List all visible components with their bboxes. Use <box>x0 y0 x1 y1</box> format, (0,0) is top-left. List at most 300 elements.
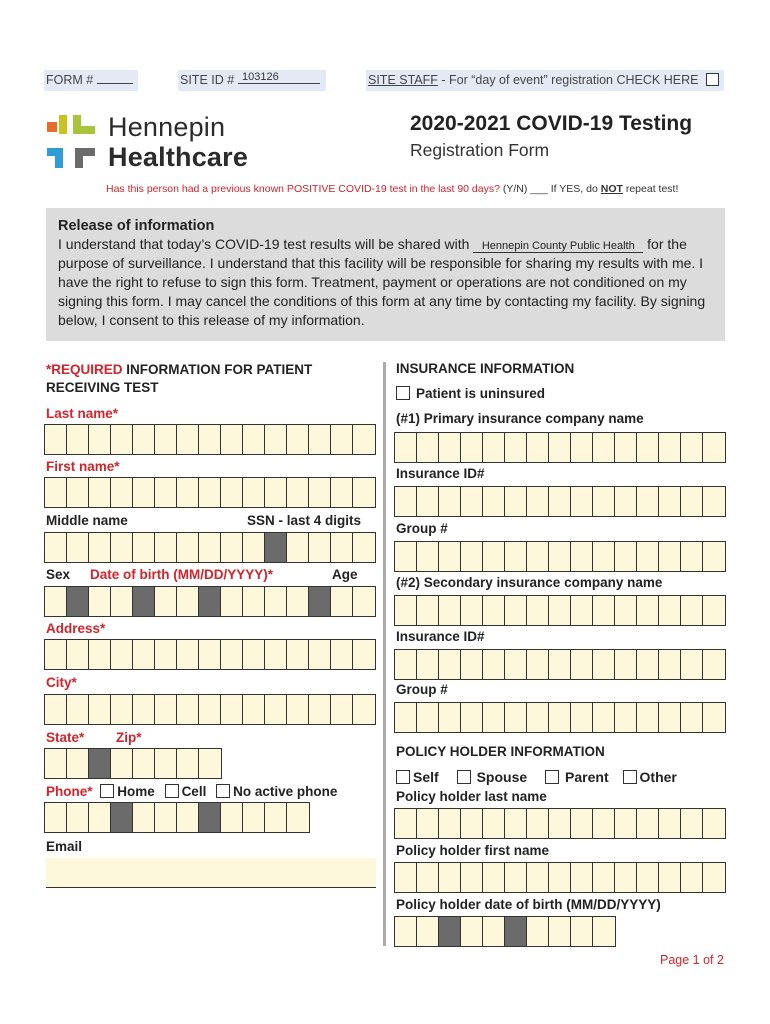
character-cell[interactable] <box>89 803 111 832</box>
character-cell[interactable] <box>395 809 417 838</box>
character-cell[interactable] <box>637 596 659 625</box>
character-cell[interactable] <box>703 703 725 732</box>
logo-text-hennepin: Hennepin <box>108 112 226 142</box>
city-boxes[interactable] <box>44 694 376 725</box>
character-cell[interactable] <box>45 587 67 616</box>
character-cell[interactable] <box>549 863 571 892</box>
character-cell[interactable] <box>45 425 67 454</box>
character-cell[interactable] <box>593 433 615 462</box>
character-cell[interactable] <box>287 533 309 562</box>
character-cell[interactable] <box>615 596 637 625</box>
character-cell[interactable] <box>483 703 505 732</box>
character-cell[interactable] <box>527 917 549 946</box>
character-cell[interactable] <box>243 587 265 616</box>
character-cell[interactable] <box>395 596 417 625</box>
character-cell[interactable] <box>703 487 725 516</box>
character-cell[interactable] <box>243 425 265 454</box>
character-cell[interactable] <box>353 640 375 669</box>
character-cell[interactable] <box>287 478 309 507</box>
character-cell[interactable] <box>637 487 659 516</box>
character-cell[interactable] <box>155 533 177 562</box>
last-name-boxes[interactable] <box>44 424 376 455</box>
character-cell[interactable] <box>111 695 133 724</box>
character-cell[interactable] <box>199 425 221 454</box>
character-cell[interactable] <box>461 596 483 625</box>
form-title: 2020-2021 COVID-19 Testing <box>410 112 693 135</box>
character-cell[interactable] <box>199 478 221 507</box>
character-cell[interactable] <box>221 640 243 669</box>
character-cell[interactable] <box>681 596 703 625</box>
character-cell[interactable] <box>527 433 549 462</box>
character-cell[interactable] <box>571 809 593 838</box>
character-cell[interactable] <box>395 433 417 462</box>
character-cell[interactable] <box>221 533 243 562</box>
character-cell[interactable] <box>461 433 483 462</box>
character-cell[interactable] <box>155 640 177 669</box>
character-cell[interactable] <box>265 478 287 507</box>
character-cell[interactable] <box>505 542 527 571</box>
character-cell[interactable] <box>527 703 549 732</box>
other-checkbox[interactable] <box>623 770 637 784</box>
character-cell[interactable] <box>331 478 353 507</box>
character-cell[interactable] <box>439 542 461 571</box>
character-cell[interactable] <box>417 596 439 625</box>
character-cell[interactable] <box>67 640 89 669</box>
character-cell[interactable] <box>527 650 549 679</box>
character-cell[interactable] <box>703 542 725 571</box>
policy-holder-last-name-boxes[interactable] <box>394 808 726 839</box>
character-cell[interactable] <box>615 542 637 571</box>
separator-cell <box>89 749 111 778</box>
character-cell[interactable] <box>527 809 549 838</box>
phone-home-checkbox[interactable] <box>100 784 114 798</box>
character-cell[interactable] <box>287 695 309 724</box>
phone-cell-label: Cell <box>181 784 207 799</box>
day-of-event-checkbox[interactable] <box>706 73 719 86</box>
character-cell[interactable] <box>681 703 703 732</box>
character-cell[interactable] <box>133 533 155 562</box>
character-cell[interactable] <box>461 917 483 946</box>
character-cell[interactable] <box>681 433 703 462</box>
character-cell[interactable] <box>395 650 417 679</box>
phone-home-label: Home <box>117 784 155 799</box>
character-cell[interactable] <box>155 803 177 832</box>
character-cell[interactable] <box>659 703 681 732</box>
character-cell[interactable] <box>461 863 483 892</box>
character-cell[interactable] <box>659 809 681 838</box>
character-cell[interactable] <box>133 425 155 454</box>
character-cell[interactable] <box>417 433 439 462</box>
character-cell[interactable] <box>395 703 417 732</box>
uninsured-label: Patient is uninsured <box>416 386 546 401</box>
character-cell[interactable] <box>111 640 133 669</box>
character-cell[interactable] <box>309 533 331 562</box>
character-cell[interactable] <box>199 749 221 778</box>
character-cell[interactable] <box>439 487 461 516</box>
release-heading: Release of information <box>58 218 215 234</box>
character-cell[interactable] <box>309 695 331 724</box>
character-cell[interactable] <box>439 433 461 462</box>
character-cell[interactable] <box>659 542 681 571</box>
character-cell[interactable] <box>287 803 309 832</box>
character-cell[interactable] <box>659 596 681 625</box>
other-label: Other <box>639 769 677 785</box>
release-of-information <box>46 208 725 341</box>
uninsured-checkbox[interactable] <box>396 386 410 400</box>
character-cell[interactable] <box>177 425 199 454</box>
insurance-heading: INSURANCE INFORMATION <box>396 361 575 376</box>
phone-cell-checkbox[interactable] <box>165 784 179 798</box>
site-id-field[interactable]: SITE ID # <box>178 70 326 91</box>
character-cell[interactable] <box>243 695 265 724</box>
phone-row <box>46 784 337 799</box>
character-cell[interactable] <box>89 587 111 616</box>
character-cell[interactable] <box>593 863 615 892</box>
phone-boxes[interactable] <box>44 802 310 833</box>
character-cell[interactable] <box>67 803 89 832</box>
character-cell[interactable] <box>417 863 439 892</box>
character-cell[interactable] <box>571 703 593 732</box>
character-cell[interactable] <box>177 533 199 562</box>
character-cell[interactable] <box>659 650 681 679</box>
character-cell[interactable] <box>353 425 375 454</box>
parent-checkbox[interactable] <box>545 770 559 784</box>
character-cell[interactable] <box>395 863 417 892</box>
character-cell[interactable] <box>133 640 155 669</box>
character-cell[interactable] <box>199 695 221 724</box>
group-1-boxes[interactable] <box>394 541 726 572</box>
character-cell[interactable] <box>177 803 199 832</box>
character-cell[interactable] <box>549 809 571 838</box>
character-cell[interactable] <box>111 425 133 454</box>
character-cell[interactable] <box>703 596 725 625</box>
separator-cell <box>199 803 221 832</box>
character-cell[interactable] <box>155 425 177 454</box>
character-cell[interactable] <box>177 640 199 669</box>
character-cell[interactable] <box>265 587 287 616</box>
character-cell[interactable] <box>111 533 133 562</box>
character-cell[interactable] <box>571 863 593 892</box>
character-cell[interactable] <box>353 695 375 724</box>
character-cell[interactable] <box>703 433 725 462</box>
character-cell[interactable] <box>461 650 483 679</box>
character-cell[interactable] <box>331 425 353 454</box>
character-cell[interactable] <box>637 809 659 838</box>
character-cell[interactable] <box>615 703 637 732</box>
shared-with-field[interactable]: Hennepin County Public Health <box>473 240 643 253</box>
character-cell[interactable] <box>527 863 549 892</box>
email-label: Email <box>46 839 83 854</box>
insurance-id-2-label: Insurance ID# <box>396 629 485 644</box>
character-cell[interactable] <box>133 803 155 832</box>
character-cell[interactable] <box>45 533 67 562</box>
character-cell[interactable] <box>681 542 703 571</box>
character-cell[interactable] <box>527 487 549 516</box>
age-label: Age <box>332 567 358 582</box>
character-cell[interactable] <box>89 640 111 669</box>
release-text: I understand that today’s COVID-19 test results will be shared with Hennepin County Public Health for the purpose of surveillance. I understand that this facility will be responsible for sharing my results with me. I have the right to refuse to sign this form. Treatment, payment or operations are not conditioned on my signing this form. I may cancel the conditions of this form at any time by contacting my facility. By signing below, I consent to this release of my information. <box>58 236 706 328</box>
character-cell[interactable] <box>243 478 265 507</box>
policy-holder-first-name-label: Policy holder first name <box>396 843 550 858</box>
character-cell[interactable] <box>67 478 89 507</box>
character-cell[interactable] <box>221 478 243 507</box>
character-cell[interactable] <box>681 650 703 679</box>
separator-cell <box>265 533 287 562</box>
spouse-checkbox[interactable] <box>457 770 471 784</box>
character-cell[interactable] <box>89 695 111 724</box>
secondary-insurance-boxes[interactable] <box>394 595 726 626</box>
character-cell[interactable] <box>549 433 571 462</box>
character-cell[interactable] <box>703 809 725 838</box>
primary-insurance-boxes[interactable] <box>394 432 726 463</box>
ssn-label: SSN - last 4 digits <box>247 513 362 528</box>
character-cell[interactable] <box>89 425 111 454</box>
character-cell[interactable] <box>309 478 331 507</box>
character-cell[interactable] <box>67 695 89 724</box>
character-cell[interactable] <box>461 809 483 838</box>
character-cell[interactable] <box>571 650 593 679</box>
character-cell[interactable] <box>549 487 571 516</box>
character-cell[interactable] <box>703 863 725 892</box>
character-cell[interactable] <box>221 587 243 616</box>
character-cell[interactable] <box>571 433 593 462</box>
character-cell[interactable] <box>483 433 505 462</box>
separator-cell <box>67 587 89 616</box>
state-zip-boxes[interactable] <box>44 748 222 779</box>
group-2-boxes[interactable] <box>394 702 726 733</box>
character-cell[interactable] <box>505 703 527 732</box>
character-cell[interactable] <box>265 640 287 669</box>
phone-label: Phone* <box>46 784 93 799</box>
character-cell[interactable] <box>681 863 703 892</box>
policy-holder-heading: POLICY HOLDER INFORMATION <box>396 744 605 759</box>
character-cell[interactable] <box>549 650 571 679</box>
zip-label: Zip* <box>116 730 142 745</box>
parent-label: Parent <box>565 769 609 785</box>
primary-insurance-label: (#1) Primary insurance company name <box>396 411 644 426</box>
character-cell[interactable] <box>439 596 461 625</box>
character-cell[interactable] <box>571 542 593 571</box>
no-active-phone-label: No active phone <box>233 784 338 799</box>
character-cell[interactable] <box>461 487 483 516</box>
character-cell[interactable] <box>155 478 177 507</box>
character-cell[interactable] <box>417 809 439 838</box>
character-cell[interactable] <box>439 863 461 892</box>
form-number-field[interactable]: FORM # <box>44 70 138 91</box>
character-cell[interactable] <box>593 650 615 679</box>
character-cell[interactable] <box>353 533 375 562</box>
character-cell[interactable] <box>155 749 177 778</box>
character-cell[interactable] <box>265 425 287 454</box>
self-checkbox[interactable] <box>396 770 410 784</box>
city-label: City* <box>46 675 77 690</box>
character-cell[interactable] <box>221 695 243 724</box>
character-cell[interactable] <box>331 640 353 669</box>
character-cell[interactable] <box>111 749 133 778</box>
character-cell[interactable] <box>659 433 681 462</box>
first-name-boxes[interactable] <box>44 477 376 508</box>
character-cell[interactable] <box>659 863 681 892</box>
character-cell[interactable] <box>353 587 375 616</box>
character-cell[interactable] <box>45 640 67 669</box>
character-cell[interactable] <box>395 487 417 516</box>
character-cell[interactable] <box>703 650 725 679</box>
sex-dob-age-boxes[interactable] <box>44 586 376 617</box>
character-cell[interactable] <box>243 533 265 562</box>
character-cell[interactable] <box>505 809 527 838</box>
character-cell[interactable] <box>331 587 353 616</box>
character-cell[interactable] <box>155 695 177 724</box>
page-number: Page 1 of 2 <box>660 953 724 967</box>
middle-ssn-boxes[interactable] <box>44 532 376 563</box>
character-cell[interactable] <box>659 487 681 516</box>
character-cell[interactable] <box>505 863 527 892</box>
character-cell[interactable] <box>549 703 571 732</box>
logo-text-healthcare: Healthcare <box>108 142 249 172</box>
character-cell[interactable] <box>133 695 155 724</box>
character-cell[interactable] <box>571 917 593 946</box>
policy-holder-first-name-boxes[interactable] <box>394 862 726 893</box>
character-cell[interactable] <box>395 542 417 571</box>
spouse-label: Spouse <box>476 769 528 785</box>
character-cell[interactable] <box>111 587 133 616</box>
character-cell[interactable] <box>243 803 265 832</box>
character-cell[interactable] <box>505 596 527 625</box>
character-cell[interactable] <box>287 640 309 669</box>
sex-label: Sex <box>46 567 71 582</box>
character-cell[interactable] <box>593 487 615 516</box>
character-cell[interactable] <box>483 487 505 516</box>
character-cell[interactable] <box>331 695 353 724</box>
character-cell[interactable] <box>461 703 483 732</box>
character-cell[interactable] <box>615 433 637 462</box>
character-cell[interactable] <box>571 596 593 625</box>
character-cell[interactable] <box>89 533 111 562</box>
character-cell[interactable] <box>439 650 461 679</box>
policy-holder-dob-boxes[interactable] <box>394 916 616 947</box>
character-cell[interactable] <box>265 803 287 832</box>
character-cell[interactable] <box>483 917 505 946</box>
character-cell[interactable] <box>45 749 67 778</box>
last-name-label: Last name* <box>46 406 119 421</box>
character-cell[interactable] <box>483 596 505 625</box>
character-cell[interactable] <box>155 587 177 616</box>
character-cell[interactable] <box>133 749 155 778</box>
character-cell[interactable] <box>439 809 461 838</box>
character-cell[interactable] <box>287 587 309 616</box>
policy-holder-options <box>396 769 677 785</box>
character-cell[interactable] <box>309 425 331 454</box>
character-cell[interactable] <box>615 809 637 838</box>
character-cell[interactable] <box>637 433 659 462</box>
character-cell[interactable] <box>309 640 331 669</box>
character-cell[interactable] <box>417 703 439 732</box>
character-cell[interactable] <box>395 917 417 946</box>
separator-cell <box>199 587 221 616</box>
character-cell[interactable] <box>111 478 133 507</box>
insurance-id-1-boxes[interactable] <box>394 486 726 517</box>
character-cell[interactable] <box>221 803 243 832</box>
state-label: State* <box>46 730 85 745</box>
character-cell[interactable] <box>45 803 67 832</box>
character-cell[interactable] <box>681 487 703 516</box>
character-cell[interactable] <box>177 478 199 507</box>
character-cell[interactable] <box>637 863 659 892</box>
character-cell[interactable] <box>593 596 615 625</box>
character-cell[interactable] <box>549 917 571 946</box>
insurance-id-2-boxes[interactable] <box>394 649 726 680</box>
character-cell[interactable] <box>593 542 615 571</box>
character-cell[interactable] <box>483 863 505 892</box>
character-cell[interactable] <box>461 542 483 571</box>
character-cell[interactable] <box>615 487 637 516</box>
character-cell[interactable] <box>45 478 67 507</box>
character-cell[interactable] <box>199 640 221 669</box>
character-cell[interactable] <box>505 650 527 679</box>
character-cell[interactable] <box>417 650 439 679</box>
character-cell[interactable] <box>265 695 287 724</box>
character-cell[interactable] <box>615 650 637 679</box>
character-cell[interactable] <box>571 487 593 516</box>
no-active-phone-checkbox[interactable] <box>216 784 230 798</box>
character-cell[interactable] <box>417 917 439 946</box>
character-cell[interactable] <box>45 695 67 724</box>
character-cell[interactable] <box>483 542 505 571</box>
character-cell[interactable] <box>483 650 505 679</box>
character-cell[interactable] <box>177 587 199 616</box>
character-cell[interactable] <box>417 487 439 516</box>
address-boxes[interactable] <box>44 639 376 670</box>
character-cell[interactable] <box>243 640 265 669</box>
character-cell[interactable] <box>527 596 549 625</box>
character-cell[interactable] <box>593 917 615 946</box>
character-cell[interactable] <box>331 533 353 562</box>
character-cell[interactable] <box>615 863 637 892</box>
form-subtitle: Registration Form <box>410 140 550 160</box>
character-cell[interactable] <box>593 809 615 838</box>
character-cell[interactable] <box>199 533 221 562</box>
secondary-insurance-label: (#2) Secondary insurance company name <box>396 575 663 590</box>
character-cell[interactable] <box>67 425 89 454</box>
character-cell[interactable] <box>483 809 505 838</box>
character-cell[interactable] <box>67 749 89 778</box>
character-cell[interactable] <box>637 542 659 571</box>
character-cell[interactable] <box>133 478 155 507</box>
character-cell[interactable] <box>681 809 703 838</box>
separator-cell <box>439 917 461 946</box>
character-cell[interactable] <box>527 542 549 571</box>
email-field[interactable] <box>46 858 376 888</box>
character-cell[interactable] <box>549 596 571 625</box>
character-cell[interactable] <box>593 703 615 732</box>
character-cell[interactable] <box>637 650 659 679</box>
self-label: Self <box>413 769 439 785</box>
character-cell[interactable] <box>89 478 111 507</box>
character-cell[interactable] <box>67 533 89 562</box>
character-cell[interactable] <box>353 478 375 507</box>
character-cell[interactable] <box>177 749 199 778</box>
character-cell[interactable] <box>287 425 309 454</box>
insurance-id-1-label: Insurance ID# <box>396 466 485 481</box>
character-cell[interactable] <box>505 433 527 462</box>
character-cell[interactable] <box>221 425 243 454</box>
character-cell[interactable] <box>637 703 659 732</box>
character-cell[interactable] <box>417 542 439 571</box>
character-cell[interactable] <box>549 542 571 571</box>
character-cell[interactable] <box>439 703 461 732</box>
character-cell[interactable] <box>505 487 527 516</box>
character-cell[interactable] <box>177 695 199 724</box>
